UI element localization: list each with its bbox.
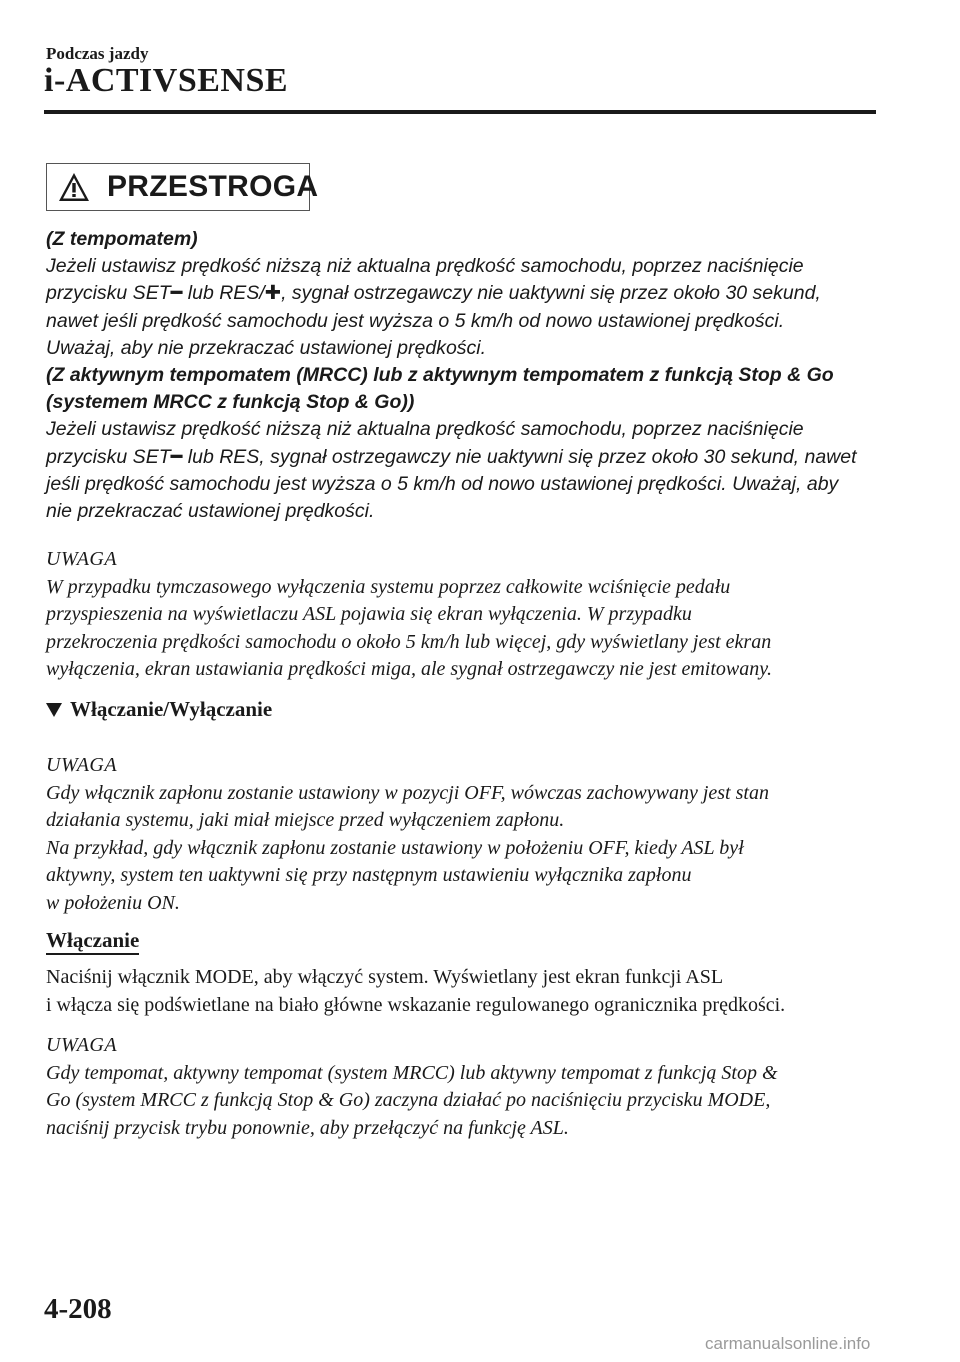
page-title: i-ACTIVSENSE <box>44 62 289 99</box>
note-title: UWAGA <box>46 548 118 570</box>
on-heading: Włączanie <box>46 927 139 955</box>
subhead <box>46 697 272 722</box>
caution-line: przycisku SET━ lub RES, sygnał ostrzegawczy nie uaktywni się przez około 30 sekund, nawet <box>46 444 876 471</box>
note-line: aktywny, system ten uaktywni się przy następnym ustawieniu wyłącznika zapłonu <box>46 864 692 886</box>
plus-icon: ✚ <box>264 282 282 305</box>
caution-heading-2-cont: (systemem MRCC z funkcją Stop & Go)) <box>46 391 415 414</box>
caution-line: Jeżeli ustawisz prędkość niższą niż aktualna prędkość samochodu, poprzez naciśnięcie <box>46 255 804 278</box>
note-line: Na przykład, gdy włącznik zapłonu zostanie ustawiony w położeniu OFF, kiedy ASL był <box>46 836 744 859</box>
subhead-label: Włączanie/Wyłączanie <box>70 697 273 721</box>
minus-icon: ━ <box>170 282 183 305</box>
caution-line: Uważaj, aby nie przekraczać ustawionej prędkości. <box>46 336 487 359</box>
section-label: Podczas jazdy <box>46 44 149 63</box>
caution-text <box>46 226 876 525</box>
caution-heading-1: (Z tempomatem) <box>46 228 198 250</box>
minus-icon: ━ <box>170 445 183 468</box>
note-line: przekroczenia prędkości samochodu o około 5 km/h lub więcej, gdy wyświetlany jest ekran <box>46 630 772 653</box>
note-line: wyłączenia, ekran ustawiania prędkości miga, ale sygnał ostrzegawczy nie jest emitowany. <box>46 658 773 680</box>
caution-box <box>46 163 319 211</box>
triangle-down-icon <box>46 703 62 717</box>
caution-line: Jeżeli ustawisz prędkość niższą niż aktualna prędkość samochodu, poprzez naciśnięcie <box>46 418 804 441</box>
watermark: carmanualsonline.info <box>705 1334 871 1353</box>
on-body <box>46 963 896 1019</box>
note-line: naciśnij przycisk trybu ponownie, aby przełączyć na funkcję ASL. <box>46 1116 569 1139</box>
note-2 <box>46 752 886 917</box>
body-line: Naciśnij włącznik MODE, aby włączyć system. Wyświetlany jest ekran funkcji ASL <box>46 966 724 988</box>
note-line: przyspieszenia na wyświetlaczu ASL pojawia się ekran wyłączenia. W przypadku <box>46 603 692 625</box>
caution-label: PRZESTROGA <box>107 170 319 203</box>
caution-line: jeśli prędkość samochodu jest wyższa o 5 km/h od nowo ustawionej prędkości. Uważaj, aby <box>46 472 839 495</box>
note-line: Gdy włącznik zapłonu zostanie ustawiony w pozycji OFF, wówczas zachowywany jest stan <box>46 781 769 804</box>
note-line: działania systemu, jaki miał miejsce przed wyłączeniem zapłonu. <box>46 809 565 831</box>
caution-heading-2: (Z aktywnym tempomatem (MRCC) lub z aktywnym tempomatem z funkcją Stop & Go <box>46 364 834 387</box>
warning-triangle-icon <box>58 172 90 202</box>
note-1 <box>46 546 886 684</box>
note-line: W przypadku tymczasowego wyłączenia systemu poprzez całkowite wciśnięcie pedału <box>46 575 731 598</box>
header-rule <box>44 110 876 114</box>
note-title: UWAGA <box>46 1034 118 1056</box>
caution-line: przycisku SET━ lub RES/✚, sygnał ostrzegawczy nie uaktywni się przez około 30 sekund, <box>46 280 876 307</box>
note-line: w położeniu ON. <box>46 891 180 914</box>
caution-line: nie przekraczać ustawionej prędkości. <box>46 500 375 523</box>
note-3 <box>46 1032 886 1142</box>
note-line: Go (system MRCC z funkcją Stop & Go) zaczyna działać po naciśnięciu przycisku MODE, <box>46 1089 771 1111</box>
page-number: 4-208 <box>44 1293 112 1325</box>
note-line: Gdy tempomat, aktywny tempomat (system MRCC) lub aktywny tempomat z funkcją Stop & <box>46 1061 778 1084</box>
note-title: UWAGA <box>46 754 118 776</box>
body-line: i włącza się podświetlane na biało główne wskazanie regulowanego ogranicznika prędkości. <box>46 994 786 1016</box>
caution-line: nawet jeśli prędkość samochodu jest wyższa o 5 km/h od nowo ustawionej prędkości. <box>46 309 785 332</box>
